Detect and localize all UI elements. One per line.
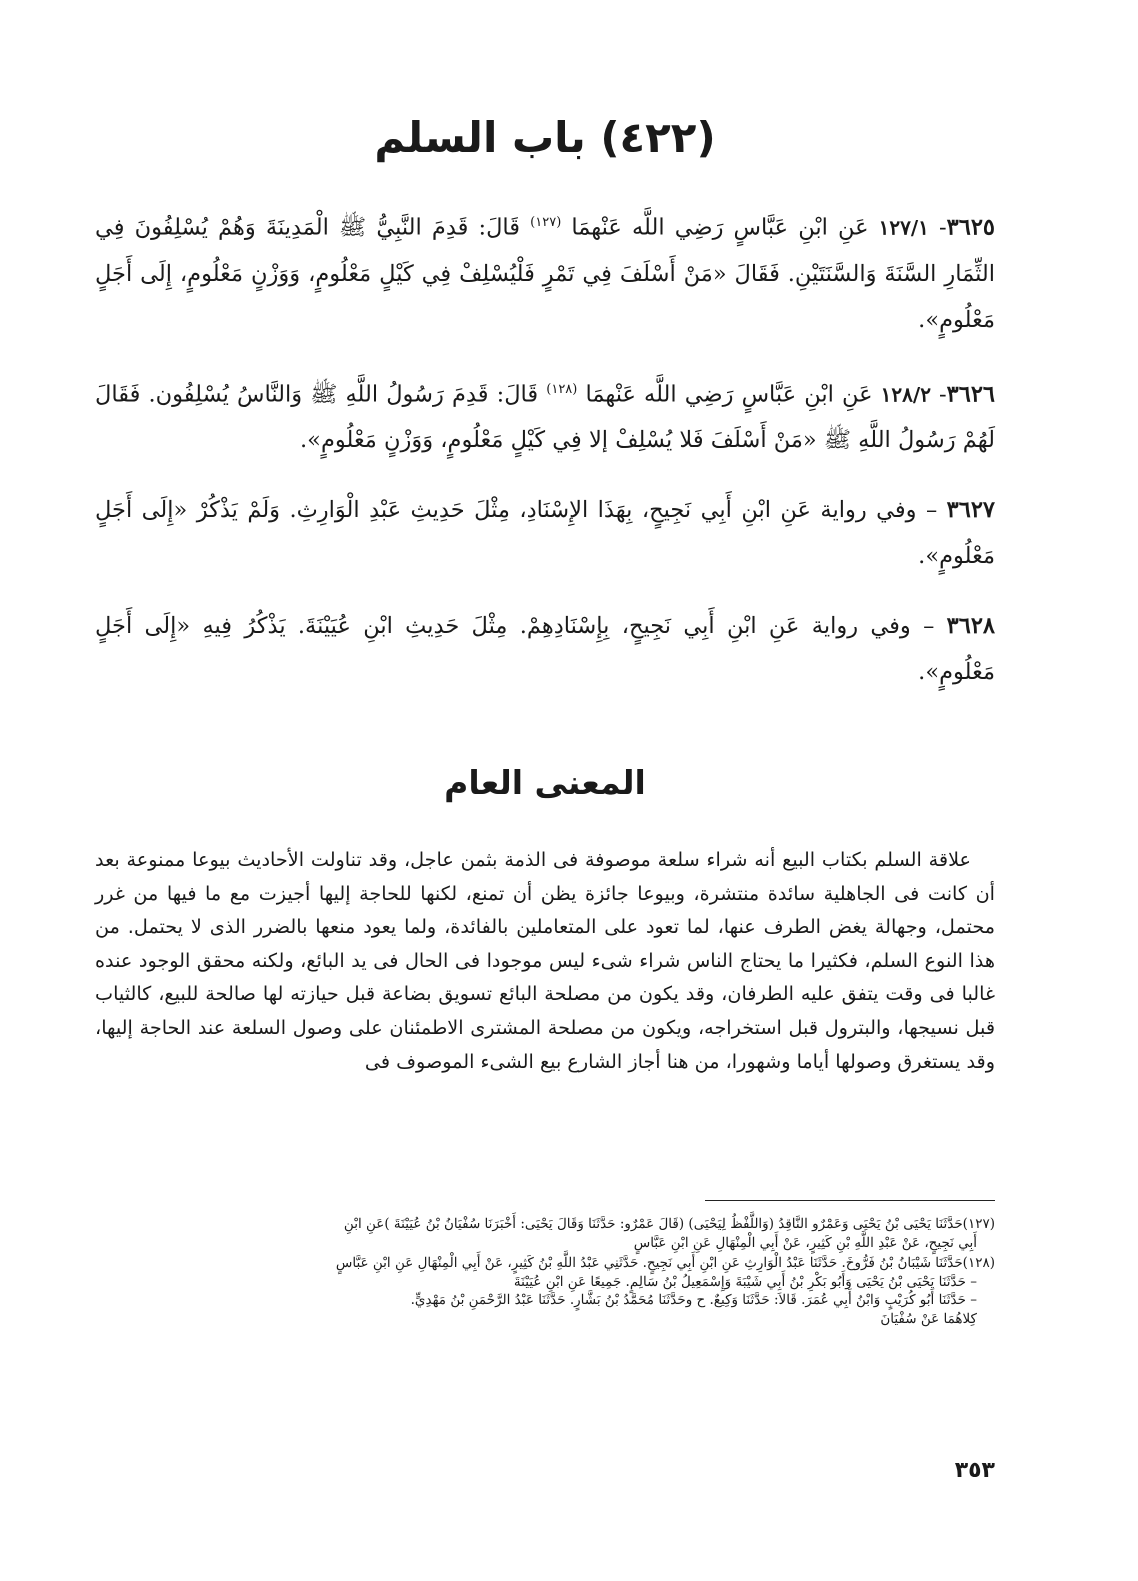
hadith-index: ١٢٧/١ — [878, 215, 929, 240]
footnote-reference: (١٢٨) — [546, 381, 578, 397]
footnote-line — [95, 1215, 995, 1234]
footnotes — [95, 1215, 995, 1330]
hadith-3628: ٣٦٢٨ – وفي رواية عَنِ ابْنِ أَبِي نَجِيحٍ، بِإِسْنَادِهِمْ. مِثْلَ حَدِيثِ ابْنِ عُيَيْنَةَ. يَذْكُرُ فِيهِ «إِلَى أَجَلٍ مَعْلُومٍ». — [95, 613, 996, 685]
footnote-reference: (١٢٧) — [530, 215, 562, 230]
hadith-text-start: عَنِ ابْنِ عَبَّاسٍ رَضِي اللَّه عَنْهمَا — [585, 381, 873, 407]
hadith-number: ٣٦٢٥ — [946, 214, 995, 241]
section-title: المعنى العام — [444, 763, 646, 802]
chapter-title: (٤٢٢) باب السلم — [374, 113, 716, 162]
footnote-line — [95, 1254, 995, 1273]
page-number: ٣٥٣ — [954, 1458, 995, 1483]
footnote-text: حَدَّثَنَا يَحْيَى بْنُ يَحْيَى وَعَمْرٌو النَّاقِدُ (وَاللَّفْظُ لِيَحْيَى) (قَالَ عَمْرٌو: حَدَّثَنَا وَقَالَ يَحْيَى: أَخْبَرَنَا سُفْيَانُ بْنُ عُيَيْنَةَ )عَنِ ابْنِ — [343, 1216, 963, 1232]
hadith-text: وفي رواية عَنِ ابْنِ أَبِي نَجِيحٍ، بِهَذَا الإِسْنَادِ، مِثْلَ حَدِيثِ عَبْدِ الْوَارِثِ. وَلَمْ يَذْكُرْ «إِلَى أَجَلٍ مَعْلُومٍ». — [95, 497, 995, 569]
hadith-list — [95, 200, 995, 719]
footnote-text: حَدَّثَنَا شَيْبَانُ بْنُ فَرُّوخَ. حَدَّثَنَا عَبْدُ الْوَارِثِ عَنِ ابْنِ أَبِي نَجِيحٍ. حَدَّثَنِي عَبْدُ اللَّهِ بْنُ كَثِيرٍ، عَنْ أَبِي الْمِنْهَالِ عَنِ ابْنِ عَبَّاسٍ — [335, 1255, 963, 1271]
hadith-text: وفي رواية عَنِ ابْنِ أَبِي نَجِيحٍ، بِإِسْنَادِهِمْ. مِثْلَ حَدِيثِ ابْنِ عُيَيْنَةَ. يَذْكُرُ فِيهِ «إِلَى أَجَلٍ مَعْلُومٍ». — [95, 613, 995, 685]
hadith-3625: ٣٦٢٥- ١٢٧/١ عَنِ ابْنِ عَبَّاسٍ رَضِي اللَّه عَنْهمَا $^{(١٢٧)}$ قَالَ: قَدِمَ النَّبِيُّ ﷺ الْمَدِينَةَ وَهُمْ يُسْلِفُونَ فِي الثِّمَارِ السَّنَةَ وَالسَّنَتَيْنِ. فَقَالَ «مَنْ أَسْلَفَ فِي تَمْرٍ فَلْيُسْلِفْ فِي كَيْلٍ مَعْلُومٍ، وَوَزْنٍ مَعْلُومٍ، إِلَى أَجَلٍ مَعْلُومٍ». — [95, 214, 995, 333]
footnote-divider — [705, 1200, 995, 1201]
footnote-line: – حَدَّثَنَا يَحْيَى بْنُ يَحْيَى وَأَبُو بَكْرِ بْنُ أَبِي شَيْبَةَ وَإِسْمَعِيلُ بْنُ سَالِمٍ. جَمِيعًا عَنِ ابْنِ عُيَيْنَةَ — [513, 1273, 977, 1290]
commentary-paragraph: علاقة السلم بكتاب البيع أنه شراء سلعة موصوفة فى الذمة بثمن عاجل، وقد تناولت الأحاديث بيوعا ممنوعة بعد أن كانت فى الجاهلية سائدة منتشرة، وبيوعا جائزة يظن أن تمنع، لكنها للحاجة إليها أجيزت مع ما فيها من غرر محتمل، وجهالة يغض الطرف عنها، لما تعود على المتعاملين بالفائدة، ولما يعود منعها بالضرر الذى لا يحتمل. من هذا النوع السلم، فكثيرا ما يحتاج الناس شراء شىء ليس موجودا فى الحال فى يد البائع، ولكنه محقق الوجود عنده غالبا فى وقت يتفق عليه الطرفان، وقد يكون من مصلحة البائع تسويق بضاعة قبل حيازته لها صالحة للبيع، كالثياب قبل نسيجها، والبترول قبل استخراجه، ويكون من مصلحة المشترى الاطمئنان على وصول السلعة عند الحاجة إليها، وقد يستغرق وصولها أياما وشهورا، من هنا أجاز الشارع بيع الشىء الموصوف فى — [95, 848, 995, 1073]
footnote-label: (١٢٧) — [962, 1216, 995, 1232]
footnote-127 — [95, 1215, 995, 1252]
book-page — [95, 0, 995, 1581]
hadith-3627: ٣٦٢٧ – وفي رواية عَنِ ابْنِ أَبِي نَجِيحٍ، بِهَذَا الإِسْنَادِ، مِثْلَ حَدِيثِ عَبْدِ الْوَارِثِ. وَلَمْ يَذْكُرْ «إِلَى أَجَلٍ مَعْلُومٍ». — [95, 497, 995, 569]
hadith-text: قَالَ: قَدِمَ النَّبِيُّ ﷺ الْمَدِينَةَ وَهُمْ يُسْلِفُونَ فِي الثِّمَارِ السَّنَةَ وَالسَّنَتَيْنِ. فَقَالَ «مَنْ أَسْلَفَ فِي تَمْرٍ فَلْيُسْلِفْ فِي كَيْلٍ مَعْلُومٍ، وَوَزْنٍ مَعْلُومٍ، إِلَى أَجَلٍ مَعْلُومٍ». — [95, 214, 995, 333]
footnote-line: – حَدَّثَنَا أَبُو كُرَيْبٍ وَابْنُ أَبِي عُمَرَ. قَالاَ: حَدَّثَنَا وَكِيعٌ. ح وحَدَّثَنَا مُحَمَّدُ بْنُ بَشَّارٍ. حَدَّثَنَا عَبْدُ الرَّحْمَنِ بْنُ مَهْدِيٍّ. — [410, 1292, 977, 1308]
hadith-index: ١٢٨/٢ — [880, 382, 931, 406]
hadith-number: ٣٦٢٨ — [946, 613, 996, 639]
footnote-line: أَبِي نَجِيحٍ، عَنْ عَبْدِ اللَّهِ بْنِ كَثِيرٍ، عَنْ أَبِي الْمِنْهَالِ عَنِ ابْنِ عَبَّاسٍ — [633, 1234, 977, 1251]
footnote-128 — [95, 1254, 995, 1328]
hadith-text: قَالَ: قَدِمَ رَسُولُ اللَّهِ ﷺ وَالنَّاسُ يُسْلِفُون. فَقَالَ لَهُمْ رَسُولُ اللَّهِ ﷺ «مَنْ أَسْلَفَ فَلا يُسْلِفْ إلا فِي كَيْلٍ مَعْلُومٍ، وَوَزْنٍ مَعْلُومٍ». — [95, 381, 995, 453]
hadith-number: ٣٦٢٧ — [946, 497, 995, 523]
hadith-3626: ٣٦٢٦- ١٢٨/٢ عَنِ ابْنِ عَبَّاسٍ رَضِي اللَّه عَنْهمَا $^{(١٢٨)}$ قَالَ: قَدِمَ رَسُولُ اللَّهِ ﷺ وَالنَّاسُ يُسْلِفُون. فَقَالَ لَهُمْ رَسُولُ اللَّهِ ﷺ «مَنْ أَسْلَفَ فَلا يُسْلِفْ إلا فِي كَيْلٍ مَعْلُومٍ، وَوَزْنٍ مَعْلُومٍ». — [95, 381, 995, 453]
footnote-line: كِلاهُمَا عَنْ سُفْيَانَ — [880, 1310, 977, 1327]
hadith-number: ٣٦٢٦ — [946, 381, 995, 407]
hadith-text-start: عَنِ ابْنِ عَبَّاسٍ رَضِي اللَّه عَنْهمَا — [571, 214, 869, 241]
footnote-label: (١٢٨) — [962, 1255, 995, 1271]
